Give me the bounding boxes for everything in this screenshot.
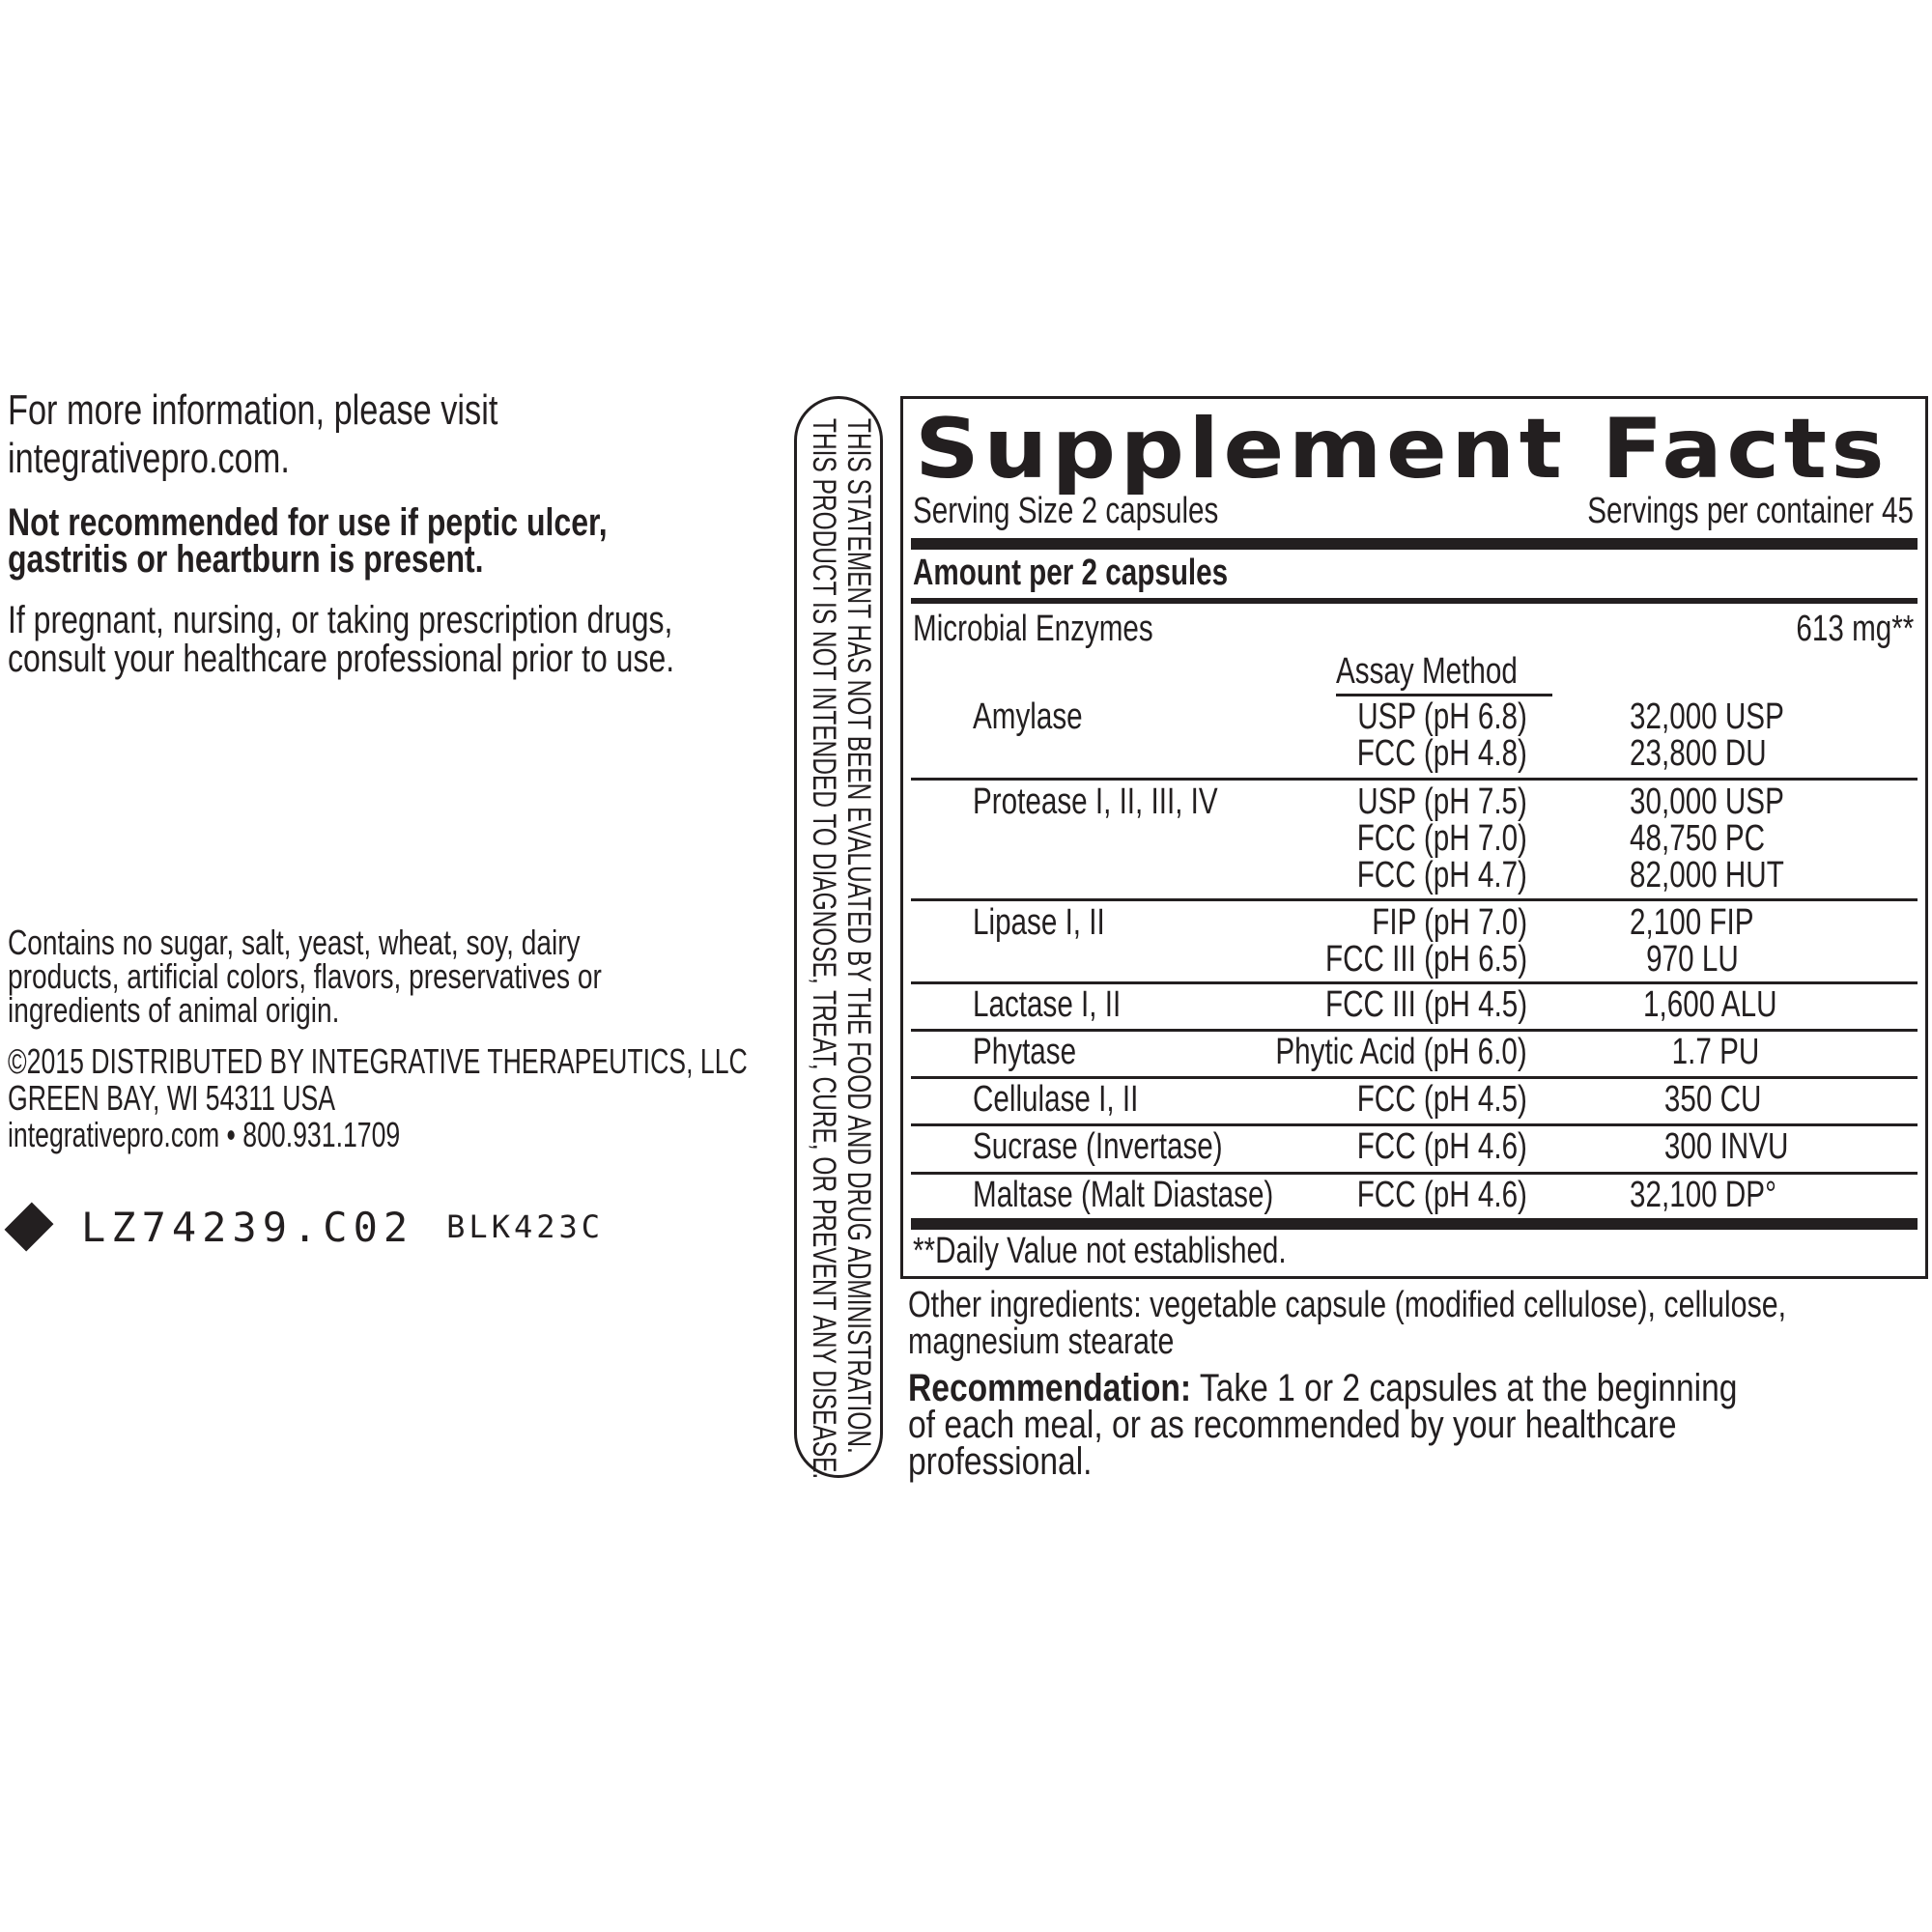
assay-method-text: Assay Method bbox=[1336, 651, 1518, 692]
assay-method: FCC (pH 4.5) bbox=[1356, 1079, 1527, 1120]
enzyme-methods bbox=[1309, 698, 1527, 772]
pregnancy-line: consult your healthcare professional prior to use. bbox=[8, 638, 675, 680]
enzyme-methods bbox=[1309, 1128, 1527, 1165]
enzyme-name bbox=[973, 986, 1162, 1023]
enzyme-name bbox=[973, 1081, 1185, 1118]
panel-title bbox=[915, 401, 1889, 497]
contains-line: ingredients of animal origin. bbox=[8, 990, 340, 1030]
servings-per-container bbox=[1495, 492, 1914, 530]
enzyme-amount: 30,000 USP bbox=[1630, 781, 1784, 822]
contains-line: products, artificial colors, flavors, preservatives or bbox=[8, 956, 602, 996]
enzyme-name-text: Phytase bbox=[973, 1032, 1077, 1072]
recommendation bbox=[908, 1367, 1922, 1483]
recommendation-line: professional. bbox=[908, 1440, 1093, 1483]
other-ingredients bbox=[908, 1287, 1922, 1360]
medium-divider bbox=[911, 598, 1918, 604]
enzyme-amount: 350 CU bbox=[1663, 1079, 1762, 1120]
enzyme-amount: 32,100 DP° bbox=[1630, 1175, 1776, 1215]
address-line: GREEN BAY, WI 54311 USA bbox=[8, 1078, 336, 1118]
other-ingredients-line: magnesium stearate bbox=[908, 1321, 1175, 1362]
enzyme-amount: 32,000 USP bbox=[1630, 696, 1784, 737]
row-divider bbox=[911, 898, 1918, 901]
assay-method: FCC (pH 4.6) bbox=[1356, 1126, 1527, 1167]
panel-title-text: Supplement Facts bbox=[915, 401, 1889, 497]
enzyme-amounts bbox=[1630, 698, 1828, 772]
assay-method: FCC (pH 4.8) bbox=[1356, 733, 1527, 774]
enzyme-name-text: Lactase I, II bbox=[973, 984, 1122, 1025]
assay-method: Phytic Acid (pH 6.0) bbox=[1275, 1032, 1527, 1072]
enzyme-methods bbox=[1309, 1081, 1527, 1118]
fda-disclaimer bbox=[806, 418, 877, 1480]
enzyme-name-text: Cellulase I, II bbox=[973, 1079, 1139, 1120]
enzyme-amounts bbox=[1630, 1177, 1818, 1213]
enzyme-amount: 1.7 PU bbox=[1671, 1032, 1760, 1072]
label-code: LZ74239.C02 bbox=[81, 1203, 414, 1251]
blend-name-text: Microbial Enzymes bbox=[913, 609, 1153, 649]
warning-line: Not recommended for use if peptic ulcer, bbox=[8, 501, 608, 544]
enzyme-amount: 1,600 ALU bbox=[1643, 984, 1777, 1025]
assay-method: FCC (pH 4.7) bbox=[1356, 855, 1527, 895]
label-code-row bbox=[8, 1198, 604, 1256]
disclaimer-line: THIS STATEMENT HAS NOT BEEN EVALUATED BY THE FOOD AND DRUG ADMINISTRATION. bbox=[840, 418, 877, 1454]
enzyme-amounts bbox=[1630, 1034, 1796, 1070]
assay-method: USP (pH 7.5) bbox=[1357, 781, 1527, 822]
enzyme-name bbox=[973, 1128, 1293, 1165]
assay-method-header bbox=[1336, 652, 1569, 691]
blend-amount-text: 613 mg** bbox=[1796, 609, 1914, 649]
enzyme-name-text: Lipase I, II bbox=[973, 902, 1105, 943]
enzyme-amount: 23,800 DU bbox=[1630, 733, 1767, 774]
assay-method: FIP (pH 7.0) bbox=[1372, 902, 1527, 943]
daily-value-footnote bbox=[913, 1232, 1392, 1270]
servings-per-container-text: Servings per container 45 bbox=[1587, 491, 1914, 531]
contains-line: Contains no sugar, salt, yeast, wheat, soy, dairy bbox=[8, 923, 581, 962]
enzyme-amount: 82,000 HUT bbox=[1630, 855, 1784, 895]
amount-per-text: Amount per 2 capsules bbox=[913, 553, 1229, 593]
diamond-icon bbox=[5, 1203, 54, 1252]
enzyme-name-text: Sucrase (Invertase) bbox=[973, 1126, 1223, 1167]
other-ingredients-line: Other ingredients: vegetable capsule (modified cellulose), cellulose, bbox=[908, 1285, 1787, 1325]
contact-line: integrativepro.com • 800.931.1709 bbox=[8, 1115, 401, 1154]
ulcer-warning bbox=[8, 501, 757, 581]
enzyme-amounts bbox=[1630, 986, 1818, 1023]
copyright-line: ©2015 DISTRIBUTED BY INTEGRATIVE THERAPEUTICS, LLC bbox=[8, 1041, 748, 1081]
amount-per-serving bbox=[913, 554, 1317, 592]
thick-divider bbox=[911, 538, 1918, 550]
recommendation-line: of each meal, or as recommended by your healthcare bbox=[908, 1404, 1677, 1446]
enzyme-amount: 300 INVU bbox=[1663, 1126, 1789, 1167]
recommendation-label: Recommendation: bbox=[908, 1367, 1192, 1409]
enzyme-amounts bbox=[1630, 1081, 1799, 1118]
enzyme-name bbox=[973, 1177, 1358, 1213]
enzyme-amount: 2,100 FIP bbox=[1630, 902, 1754, 943]
allergen-statement bbox=[8, 923, 769, 1030]
warning-line: gastritis or heartburn is present. bbox=[8, 538, 484, 581]
enzyme-amounts bbox=[1630, 783, 1828, 894]
disclaimer-line: THIS PRODUCT IS NOT INTENDED TO DIAGNOSE, TREAT, CURE, OR PREVENT ANY DISEASE. bbox=[806, 418, 842, 1480]
enzyme-amounts bbox=[1630, 904, 1789, 978]
assay-method: FCC (pH 4.6) bbox=[1356, 1175, 1527, 1215]
info-line: For more information, please visit bbox=[8, 386, 498, 434]
enzyme-methods bbox=[1309, 1177, 1527, 1213]
blend-name bbox=[913, 610, 1221, 648]
enzyme-amount: 970 LU bbox=[1646, 939, 1739, 980]
enzyme-methods bbox=[1309, 783, 1527, 894]
info-paragraph bbox=[8, 386, 636, 483]
blend-amount bbox=[1763, 610, 1914, 648]
enzyme-amount: 48,750 PC bbox=[1630, 818, 1766, 859]
footnote-text: **Daily Value not established. bbox=[913, 1231, 1287, 1271]
enzyme-name-text: Protease I, II, III, IV bbox=[973, 781, 1218, 822]
enzyme-methods bbox=[1268, 986, 1527, 1023]
assay-method: FCC III (pH 4.5) bbox=[1324, 984, 1527, 1025]
enzyme-name bbox=[973, 698, 1114, 735]
enzyme-methods bbox=[1205, 1034, 1527, 1070]
color-code: BLK423C bbox=[446, 1208, 605, 1245]
enzyme-name-text: Maltase (Malt Diastase) bbox=[973, 1175, 1274, 1215]
fda-disclaimer-box bbox=[794, 396, 883, 1478]
thick-divider bbox=[911, 1218, 1918, 1230]
pregnancy-line: If pregnant, nursing, or taking prescription drugs, bbox=[8, 599, 673, 641]
enzyme-amounts bbox=[1630, 1128, 1833, 1165]
supplement-facts-panel bbox=[900, 396, 1928, 1279]
enzyme-name bbox=[973, 783, 1287, 820]
assay-method: USP (pH 6.8) bbox=[1357, 696, 1527, 737]
enzyme-name-text: Amylase bbox=[973, 696, 1083, 737]
enzyme-name bbox=[973, 904, 1142, 941]
recommendation-line: Take 1 or 2 capsules at the beginning bbox=[1191, 1367, 1738, 1409]
row-divider bbox=[911, 778, 1918, 781]
serving-size-text: Serving Size 2 capsules bbox=[913, 491, 1219, 531]
enzyme-name bbox=[973, 1034, 1105, 1070]
serving-size bbox=[913, 492, 1305, 530]
pregnancy-warning bbox=[8, 601, 841, 678]
enzyme-methods bbox=[1268, 904, 1527, 978]
info-line: integrativepro.com. bbox=[8, 435, 290, 482]
assay-method: FCC (pH 7.0) bbox=[1356, 818, 1527, 859]
assay-method: FCC III (pH 6.5) bbox=[1324, 939, 1527, 980]
